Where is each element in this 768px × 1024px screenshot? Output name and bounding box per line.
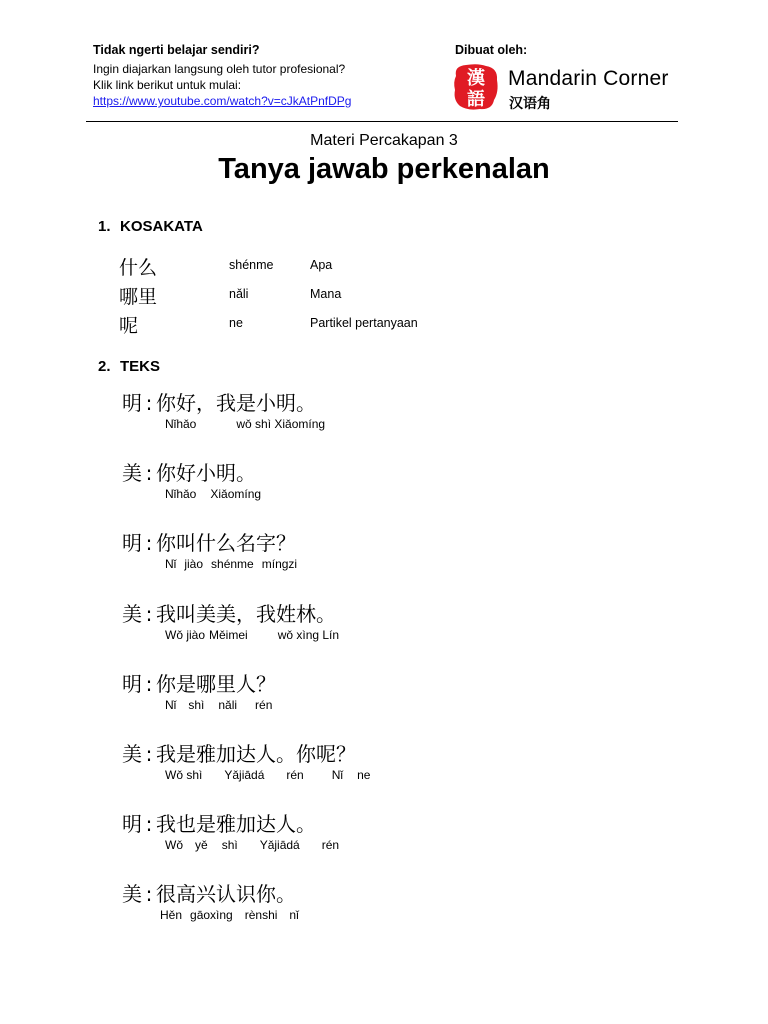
- doc-title: Tanya jawab perkenalan: [218, 153, 550, 185]
- pinyin-word: Xiǎomíng: [210, 487, 262, 501]
- speaker-colon: :: [145, 602, 153, 626]
- doc-subtitle: Materi Percakapan 3: [310, 132, 458, 149]
- pinyin-word: Nǐ: [165, 698, 177, 712]
- chinese-text: 很高兴认识你。: [156, 882, 296, 906]
- header-divider: [86, 121, 678, 122]
- speaker: 美: [122, 461, 142, 485]
- pinyin-word: yě: [195, 838, 208, 852]
- chinese-text: 我也是雅加达人。: [156, 812, 316, 836]
- pinyin-word: shì: [221, 838, 238, 852]
- promo-block: [93, 43, 433, 110]
- pinyin-word: Nǐhǎo: [165, 417, 197, 431]
- speaker-colon: :: [145, 812, 153, 836]
- section-title: TEKS: [120, 358, 161, 375]
- pinyin-word: rènshi: [244, 908, 278, 922]
- vocab-meaning: Partikel pertanyaan: [310, 316, 418, 330]
- pinyin-word: Měimei: [209, 628, 248, 642]
- pinyin-word: ne: [357, 768, 371, 782]
- speaker: 明: [122, 812, 142, 836]
- pinyin-word: Nǐ: [331, 768, 344, 782]
- speaker: 明: [122, 531, 142, 555]
- pinyin-line: [165, 557, 305, 571]
- chinese-text: 你是哪里人？: [156, 672, 276, 696]
- logo-subtitle: 汉语角: [509, 96, 551, 112]
- pinyin-word: shénme: [211, 557, 254, 571]
- mandarin-corner-logo-seal-icon: [452, 62, 500, 112]
- chinese-text: 我是雅加达人。你呢？: [156, 742, 356, 766]
- pinyin-word: rén: [286, 768, 304, 782]
- vocab-hanzi: 什么: [119, 257, 158, 279]
- chinese-text: 你好，我是小明。: [156, 391, 316, 415]
- speaker: 美: [122, 602, 142, 626]
- pinyin-word: Yǎjiādá: [259, 838, 300, 852]
- section-text-heading: [98, 358, 160, 375]
- section-vocab-heading: [98, 218, 203, 235]
- speaker-colon: :: [145, 391, 153, 415]
- pinyin-word: gāoxìng: [190, 908, 233, 922]
- promo-offer: Ingin diajarkan langsung oleh tutor profesional?: [93, 62, 346, 76]
- vocab-hanzi: 呢: [119, 315, 139, 337]
- svg-text:漢: 漢: [467, 68, 485, 89]
- pinyin-line: [165, 628, 347, 642]
- pinyin-word: rén: [255, 698, 273, 712]
- pinyin-word: shì: [188, 698, 205, 712]
- chinese-text: 你叫什么名字？: [156, 531, 296, 555]
- pinyin-word: Nǐ: [165, 557, 177, 571]
- pinyin-word: Yǎjiādá: [224, 768, 265, 782]
- pinyin-word: rén: [321, 838, 340, 852]
- section-title: KOSAKATA: [120, 218, 203, 235]
- promo-question: Tidak ngerti belajar sendiri?: [93, 43, 260, 57]
- pinyin-line: [165, 838, 347, 852]
- pinyin-line: [165, 698, 280, 712]
- pinyin-line: [165, 487, 269, 501]
- vocab-pinyin: nǎli: [229, 287, 249, 301]
- pinyin-line: [165, 417, 333, 431]
- pinyin-line: [160, 908, 307, 922]
- speaker-colon: :: [145, 742, 153, 766]
- pinyin-word: Wǒ jiào: [165, 628, 206, 642]
- speaker: 美: [122, 882, 142, 906]
- speaker-colon: :: [145, 531, 153, 555]
- vocab-hanzi: 哪里: [119, 286, 158, 308]
- pinyin-word: wǒ shì Xiǎomíng: [236, 417, 326, 431]
- made-by-label: Dibuat oleh:: [455, 43, 528, 57]
- pinyin-word: Hěn: [160, 908, 183, 922]
- youtube-link[interactable]: https://www.youtube.com/watch?v=cJkAtPnfDPg: [93, 94, 352, 108]
- speaker: 明: [122, 391, 142, 415]
- pinyin-line: [165, 768, 378, 782]
- promo-instruction: Klik link berikut untuk mulai:: [93, 78, 242, 92]
- speaker-colon: :: [145, 672, 153, 696]
- section-number: 1.: [98, 218, 111, 235]
- vocab-meaning: Apa: [310, 258, 333, 272]
- pinyin-word: Wǒ shì: [165, 768, 203, 782]
- pinyin-word: jiào: [184, 557, 204, 571]
- pinyin-word: nǐ: [289, 908, 299, 922]
- pinyin-word: wǒ xìng Lín: [277, 628, 340, 642]
- pinyin-word: míngzi: [261, 557, 298, 571]
- vocab-meaning: Mana: [310, 287, 342, 301]
- svg-text:語: 語: [467, 89, 485, 110]
- logo-name: Mandarin Corner: [508, 67, 669, 90]
- pinyin-word: Wǒ: [165, 838, 183, 852]
- speaker-colon: :: [145, 461, 153, 485]
- pinyin-word: nǎli: [218, 698, 238, 712]
- section-number: 2.: [98, 358, 111, 375]
- speaker-colon: :: [145, 882, 153, 906]
- vocab-pinyin: ne: [229, 316, 243, 330]
- speaker: 明: [122, 672, 142, 696]
- chinese-text: 我叫美美，我姓林。: [156, 602, 336, 626]
- pinyin-word: Nǐhǎo: [165, 487, 197, 501]
- speaker: 美: [122, 742, 142, 766]
- vocab-pinyin: shénme: [229, 258, 274, 272]
- chinese-text: 你好小明。: [156, 461, 256, 485]
